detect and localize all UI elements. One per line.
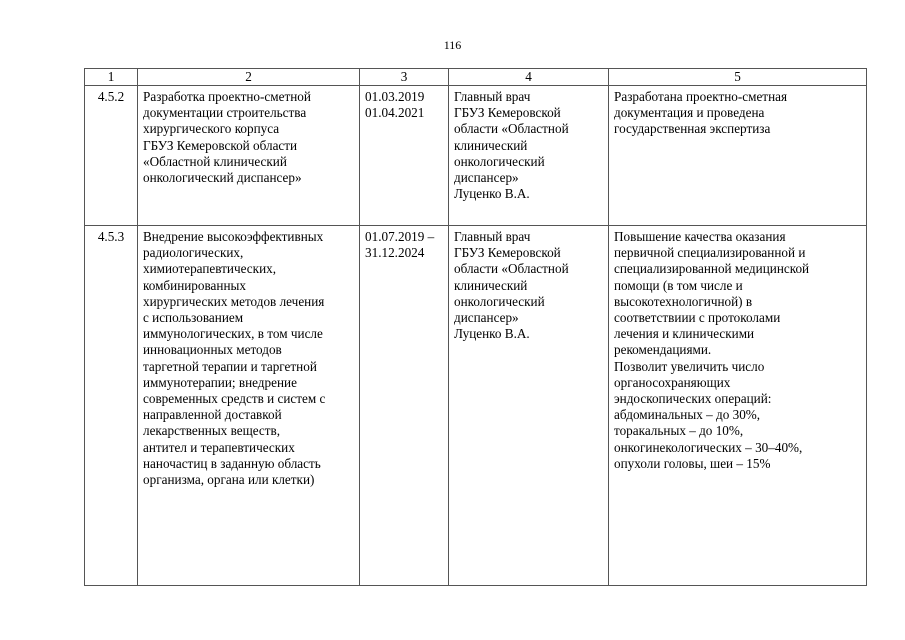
- result-line: государственная экспертиза: [614, 121, 771, 137]
- result-line: абдоминальных – до 30%,: [614, 407, 761, 423]
- activity-line: радиологических,: [143, 245, 244, 261]
- responsible-line: ГБУЗ Кемеровской: [454, 105, 561, 121]
- result-line: помощи (в том числе и: [614, 277, 743, 293]
- activity-line: направленной доставкой: [143, 407, 282, 423]
- responsible-line: диспансер»: [454, 310, 519, 326]
- activity-line: Внедрение высокоэффективных: [143, 229, 324, 244]
- activity-line: документации строительства: [143, 105, 307, 121]
- responsible-line: онкологический: [454, 153, 545, 169]
- result-line: высокотехнологичной) в: [614, 293, 753, 309]
- activity-line: ГБУЗ Кемеровской области: [143, 137, 298, 153]
- activity-line: инновационных методов: [143, 342, 282, 358]
- column-header-1: 1: [85, 69, 138, 86]
- activity-line: Разработка проектно-сметной: [143, 89, 311, 104]
- table-row: [85, 226, 867, 586]
- responsible-line: клинический: [454, 277, 528, 293]
- activity-line: онкологический диспансер»: [143, 170, 302, 186]
- dates-cell: [360, 226, 449, 586]
- table-header-row: [85, 69, 867, 86]
- result-cell: [609, 226, 867, 586]
- result-line: лечения и клиническими: [614, 326, 755, 342]
- responsible-cell: [449, 86, 609, 226]
- result-line: эндоскопических операций:: [614, 391, 772, 407]
- column-header-5: 5: [609, 69, 867, 86]
- activity-line: иммунотерапии; внедрение: [143, 374, 297, 390]
- responsible-line: Луценко В.А.: [454, 326, 530, 342]
- activity-line: химиотерапевтических,: [143, 261, 277, 277]
- dates-cell: [360, 86, 449, 226]
- responsible-line: области «Областной: [454, 121, 569, 137]
- activity-line: комбинированных: [143, 277, 246, 293]
- activity-line: иммунологических, в том числе: [143, 326, 323, 342]
- table-row: [85, 86, 867, 226]
- activity-line: «Областной клинический: [143, 153, 287, 169]
- activity-line: наночастиц в заданную область: [143, 455, 321, 471]
- result-line: Повышение качества оказания: [614, 229, 786, 244]
- responsible-cell: [449, 226, 609, 586]
- result-line: Разработана проектно-сметная: [614, 89, 788, 104]
- item-number: 4.5.3: [85, 226, 138, 586]
- result-line: торакальных – до 10%,: [614, 423, 744, 439]
- result-cell: [609, 86, 867, 226]
- result-line: специализированной медицинской: [614, 261, 810, 277]
- result-line: онкогинекологических – 30–40%,: [614, 439, 803, 455]
- date-line: 31.12.2024: [365, 245, 425, 261]
- activity-line: организма, органа или клетки): [143, 472, 315, 488]
- result-line: рекомендациями.: [614, 342, 712, 358]
- responsible-line: онкологический: [454, 293, 545, 309]
- activity-line: хирургических методов лечения: [143, 293, 325, 309]
- activity-line: лекарственных веществ,: [143, 423, 281, 439]
- responsible-line: Луценко В.А.: [454, 186, 530, 202]
- activity-cell: [138, 86, 360, 226]
- document-table: [84, 68, 867, 586]
- result-line: Позволит увеличить число: [614, 358, 765, 374]
- result-line: первичной специализированной и: [614, 245, 806, 261]
- column-header-4: 4: [449, 69, 609, 86]
- responsible-line: области «Областной: [454, 261, 569, 277]
- activity-line: современных средств и систем с: [143, 391, 326, 407]
- result-line: органосохраняющих: [614, 374, 731, 390]
- activity-line: с использованием: [143, 310, 244, 326]
- column-header-3: 3: [360, 69, 449, 86]
- responsible-line: ГБУЗ Кемеровской: [454, 245, 561, 261]
- column-header-2: 2: [138, 69, 360, 86]
- date-line: 01.07.2019 –: [365, 229, 435, 244]
- responsible-line: диспансер»: [454, 170, 519, 186]
- item-number: 4.5.2: [85, 86, 138, 226]
- responsible-line: Главный врач: [454, 229, 531, 244]
- page-number: 116: [443, 38, 462, 52]
- responsible-line: клинический: [454, 137, 528, 153]
- responsible-line: Главный врач: [454, 89, 531, 104]
- result-line: соответствиии с протоколами: [614, 310, 781, 326]
- activity-cell: [138, 226, 360, 586]
- activity-line: таргетной терапии и таргетной: [143, 358, 317, 374]
- activity-line: хирургического корпуса: [143, 121, 280, 137]
- date-line: 01.04.2021: [365, 105, 425, 121]
- date-line: 01.03.2019: [365, 89, 425, 104]
- result-line: документация и проведена: [614, 105, 765, 121]
- activity-line: антител и терапевтических: [143, 439, 295, 455]
- result-line: опухоли головы, шеи – 15%: [614, 455, 771, 471]
